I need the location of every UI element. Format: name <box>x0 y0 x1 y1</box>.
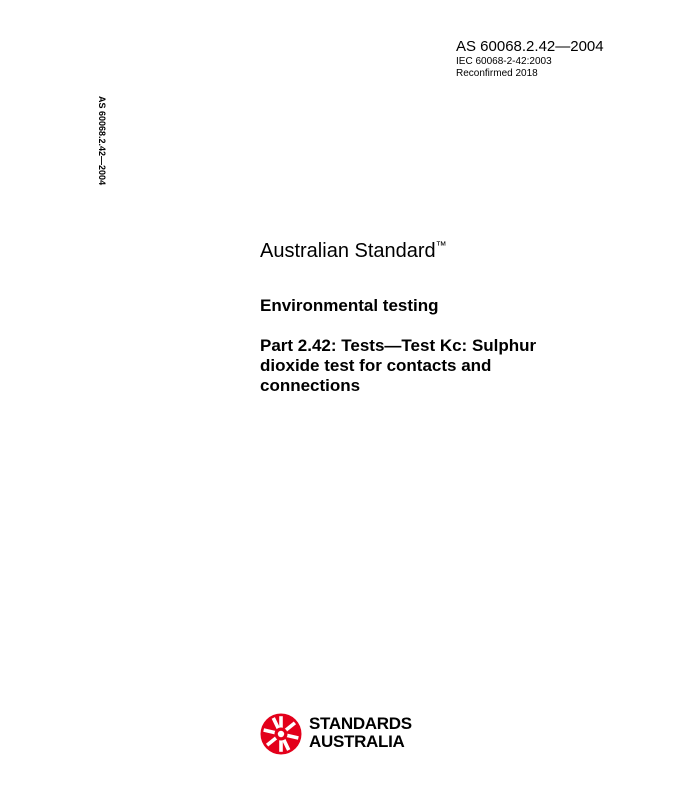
document-title: Environmental testing <box>260 296 439 315</box>
header-block <box>456 38 604 80</box>
logo-line-1: STANDARDS <box>309 714 412 733</box>
logo-wordmark <box>309 715 412 751</box>
logo-line-2: AUSTRALIA <box>309 732 405 751</box>
document-subtitle: Part 2.42: Tests—Test Kc: Sulphur dioxide test for contacts and connections <box>260 336 537 395</box>
standard-number: AS 60068.2.42—2004 <box>456 38 604 55</box>
brand-text: Australian Standard <box>260 240 436 262</box>
reconfirmed-note: Reconfirmed 2018 <box>456 68 538 79</box>
iec-reference: IEC 60068-2-42:2003 <box>456 56 552 67</box>
spine-label: AS 60068.2.42—2004 <box>97 96 107 186</box>
standards-australia-star-icon <box>260 713 302 755</box>
brand-line <box>260 234 447 263</box>
trademark-symbol: ™ <box>435 240 447 252</box>
standards-australia-logo <box>260 712 420 756</box>
